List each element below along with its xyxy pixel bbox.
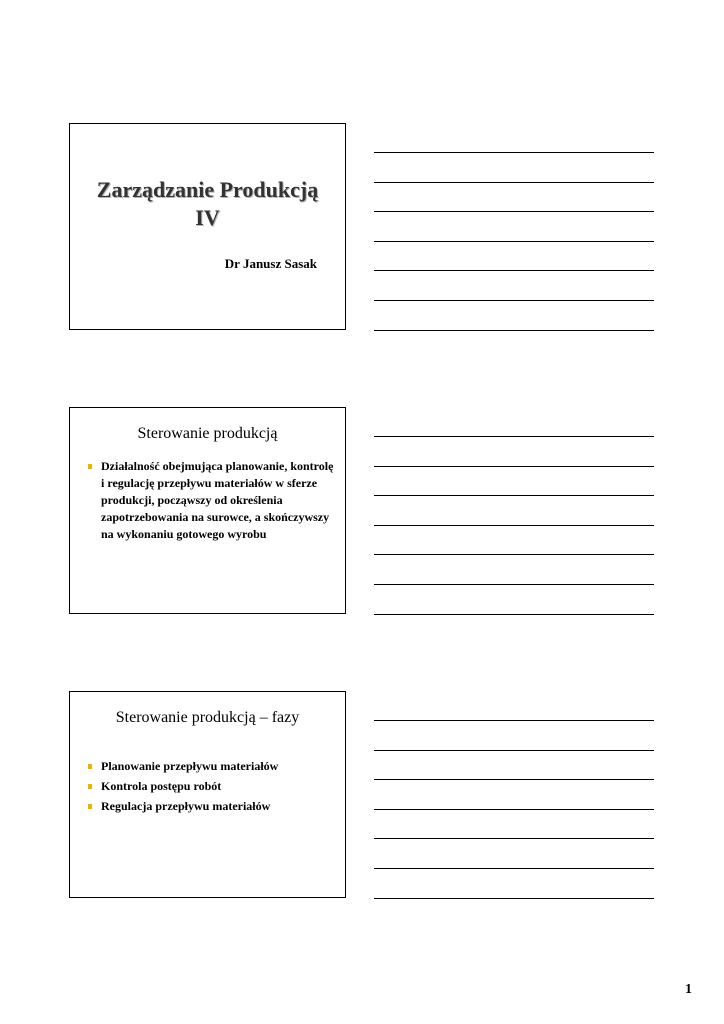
slide-title: Sterowanie produkcją xyxy=(137,425,278,442)
notes-lines-3 xyxy=(374,720,654,927)
note-line xyxy=(374,241,654,242)
note-line xyxy=(374,495,654,496)
bullet-list xyxy=(88,758,337,818)
slide-3 xyxy=(69,691,346,898)
bullet-icon xyxy=(88,784,92,789)
note-line xyxy=(374,436,654,437)
note-line xyxy=(374,838,654,839)
slide-title xyxy=(70,176,345,232)
note-line xyxy=(374,152,654,153)
notes-lines-2 xyxy=(374,436,654,643)
title-line-2: IV xyxy=(195,205,220,230)
bullet-icon xyxy=(88,764,92,769)
list-item xyxy=(88,758,337,775)
list-item xyxy=(88,778,337,795)
bullet-text: Regulacja przepływu materiałów xyxy=(101,799,271,813)
note-line xyxy=(374,300,654,301)
notes-lines-1 xyxy=(374,152,654,359)
author: Dr Janusz Sasak xyxy=(224,256,317,271)
note-line xyxy=(374,554,654,555)
slide-1 xyxy=(69,123,346,330)
note-line xyxy=(374,720,654,721)
page-number: 1 xyxy=(685,982,692,997)
note-line xyxy=(374,211,654,212)
note-line xyxy=(374,898,654,899)
note-line xyxy=(374,182,654,183)
note-line xyxy=(374,330,654,331)
list-item xyxy=(88,458,337,543)
note-line xyxy=(374,525,654,526)
bullet-icon xyxy=(88,464,92,469)
slide-title: Sterowanie produkcją – fazy xyxy=(115,709,300,726)
note-line xyxy=(374,868,654,869)
note-line xyxy=(374,584,654,585)
title-line-1: Zarządzanie Produkcją xyxy=(96,177,319,202)
note-line xyxy=(374,466,654,467)
note-line xyxy=(374,809,654,810)
note-line xyxy=(374,614,654,615)
note-line xyxy=(374,270,654,271)
bullet-text: Działalność obejmująca planowanie, kontrolę i regulację przepływu materiałów w sferze produkcji, począwszy od określenia zapotrzebowania na surowce, a skończywszy na wykonaniu gotowego wyrobu xyxy=(101,459,334,541)
bullet-text: Planowanie przepływu materiałów xyxy=(101,759,279,773)
bullet-text: Kontrola postępu robót xyxy=(101,779,222,793)
note-line xyxy=(374,779,654,780)
note-line xyxy=(374,750,654,751)
list-item xyxy=(88,798,337,815)
bullet-list xyxy=(88,458,337,546)
bullet-icon xyxy=(88,804,92,809)
slide-2 xyxy=(69,407,346,614)
